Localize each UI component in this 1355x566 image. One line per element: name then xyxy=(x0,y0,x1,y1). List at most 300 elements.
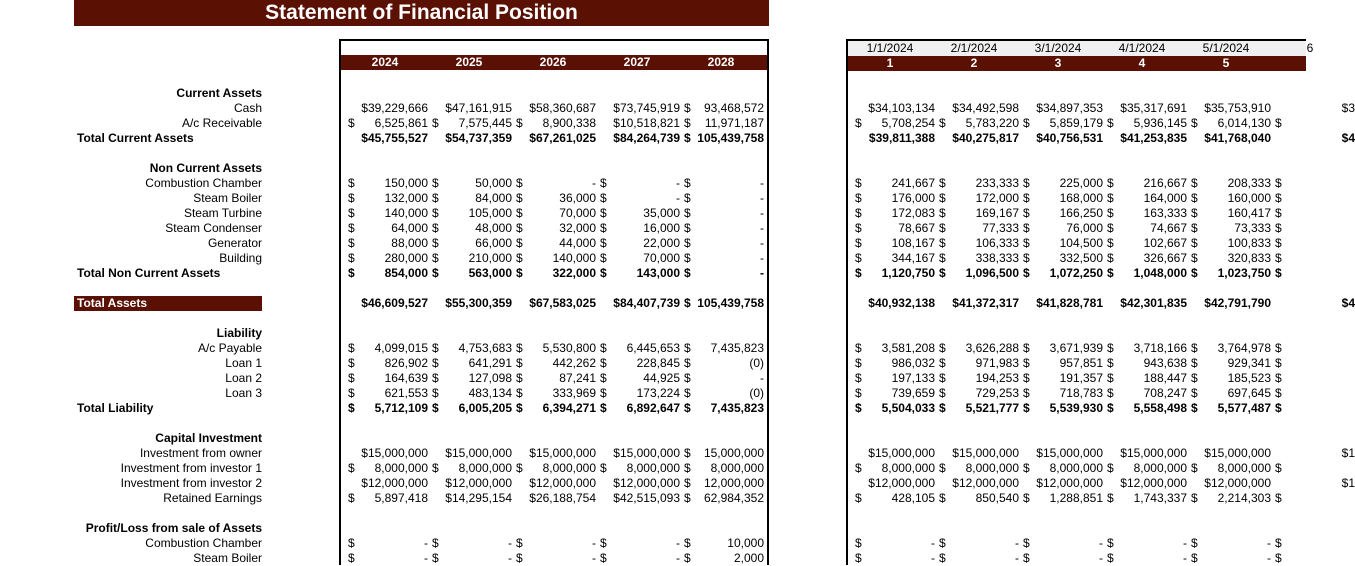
table-row-pl_boiler xyxy=(848,551,1306,566)
cell-ar-3 xyxy=(1023,116,1103,131)
cell-steam_condenser-2 xyxy=(432,221,512,236)
cell-value: - xyxy=(1183,536,1187,550)
currency-symbol: $ xyxy=(432,251,439,265)
cell-value: - xyxy=(1015,536,1019,550)
currency-symbol: $ xyxy=(684,221,691,235)
cell-steam_boiler-5 xyxy=(1191,191,1271,206)
cell-value: 7,435,823 xyxy=(710,341,764,355)
cell-value: 164,000 xyxy=(1143,191,1187,205)
currency-symbol: $ xyxy=(348,386,355,400)
cell-total_non_current_assets-2 xyxy=(432,266,512,281)
cell-value: - xyxy=(760,206,764,220)
table-row-combustion_chamber xyxy=(848,176,1306,191)
cell-building-3 xyxy=(1023,251,1103,266)
cell-value: $35,317,691 xyxy=(1120,101,1187,115)
row-label-building: Building xyxy=(219,251,262,265)
row-label-pl_boiler: Steam Boiler xyxy=(193,551,262,565)
currency-symbol: $ xyxy=(1107,266,1114,280)
cell-total_liability-1 xyxy=(348,401,428,416)
cell-total_non_current_assets-1 xyxy=(855,266,935,281)
cell-inv_owner-3 xyxy=(516,446,596,461)
row-label-inv_owner: Investment from owner xyxy=(139,446,262,460)
cell-ar-2 xyxy=(432,116,512,131)
cell-pl_combustion-6 xyxy=(1275,536,1355,551)
cell-steam_condenser-5 xyxy=(1191,221,1271,236)
cell-combustion_chamber-1 xyxy=(855,176,935,191)
cell-ar-2 xyxy=(939,116,1019,131)
cell-value: 929,341 xyxy=(1227,356,1271,370)
currency-symbol: $ xyxy=(1107,206,1114,220)
cell-pl_boiler-5 xyxy=(684,551,764,566)
currency-symbol: $ xyxy=(1275,371,1282,385)
cell-building-5 xyxy=(1191,251,1271,266)
cell-inv_owner-1 xyxy=(855,446,935,461)
cell-value: 8,000,000 xyxy=(1217,461,1271,475)
cell-total_non_current_assets-5 xyxy=(684,266,764,281)
cell-inv_investor1-6 xyxy=(1275,461,1355,476)
currency-symbol: $ xyxy=(684,101,691,115)
currency-symbol: $ xyxy=(1107,536,1114,550)
cell-retained_earnings-2 xyxy=(432,491,512,506)
cell-loan2-3 xyxy=(516,371,596,386)
cell-inv_investor2-1 xyxy=(855,476,935,491)
cell-value: 4,099,015 xyxy=(374,341,428,355)
cell-inv_investor1-3 xyxy=(1023,461,1103,476)
cell-steam_boiler-1 xyxy=(855,191,935,206)
currency-symbol: $ xyxy=(432,551,439,565)
cell-value: 1,048,000 xyxy=(1133,266,1187,280)
currency-symbol: $ xyxy=(516,206,523,220)
cell-loan3-5 xyxy=(684,386,764,401)
cell-loan1-1 xyxy=(855,356,935,371)
cell-total_liability-5 xyxy=(1191,401,1271,416)
table-row-ar xyxy=(341,116,767,131)
cell-building-3 xyxy=(516,251,596,266)
cell-value: 172,083 xyxy=(891,206,935,220)
table-row-inv_investor1 xyxy=(341,461,767,476)
cell-value: 132,000 xyxy=(384,191,428,205)
month-date-3: 3/1/2024 xyxy=(1034,41,1082,55)
cell-value: 1,288,851 xyxy=(1049,491,1103,505)
cell-inv_investor1-2 xyxy=(432,461,512,476)
cell-generator-3 xyxy=(516,236,596,251)
table-row-total_non_current_assets xyxy=(848,266,1306,281)
currency-symbol: $ xyxy=(1191,371,1198,385)
cell-building-4 xyxy=(1107,251,1187,266)
currency-symbol: $ xyxy=(1275,236,1282,250)
cell-value: $55,300,359 xyxy=(445,296,512,310)
cell-value: 1,096,500 xyxy=(965,266,1019,280)
cell-inv_investor2-4 xyxy=(1107,476,1187,491)
cell-value: 8,000,000 xyxy=(626,461,680,475)
cell-value: 163,333 xyxy=(1143,206,1187,220)
year-header-2028: 2028 xyxy=(707,55,735,69)
currency-symbol: $ xyxy=(1023,356,1030,370)
currency-symbol: $ xyxy=(1275,461,1282,475)
cell-value: - xyxy=(1267,551,1271,565)
currency-symbol: $ xyxy=(855,251,862,265)
currency-symbol: $ xyxy=(684,116,691,130)
currency-symbol: $ xyxy=(348,551,355,565)
currency-symbol: $ xyxy=(600,236,607,250)
cell-building-4 xyxy=(600,251,680,266)
currency-symbol: $ xyxy=(432,221,439,235)
currency-symbol: $ xyxy=(684,176,691,190)
cell-value: - xyxy=(760,191,764,205)
cell-value: 173,224 xyxy=(636,386,680,400)
cell-value: 105,439,758 xyxy=(697,131,764,145)
cell-value: 10,000 xyxy=(727,536,764,550)
currency-symbol: $ xyxy=(855,536,862,550)
cell-value: 108,167 xyxy=(891,236,935,250)
cell-steam_turbine-3 xyxy=(1023,206,1103,221)
cell-inv_investor2-2 xyxy=(432,476,512,491)
currency-symbol: $ xyxy=(600,206,607,220)
cell-combustion_chamber-1 xyxy=(348,176,428,191)
cell-value: $42,791,790 xyxy=(1204,296,1271,310)
cell-inv_owner-5 xyxy=(684,446,764,461)
currency-symbol: $ xyxy=(684,206,691,220)
cell-total_current_assets-1 xyxy=(855,131,935,146)
cell-retained_earnings-3 xyxy=(1023,491,1103,506)
cell-value: 76,000 xyxy=(1066,221,1103,235)
cell-value: 3,626,288 xyxy=(965,341,1019,355)
currency-symbol: $ xyxy=(855,401,862,415)
currency-symbol: $ xyxy=(1275,251,1282,265)
currency-symbol: $ xyxy=(348,206,355,220)
cell-ap-2 xyxy=(432,341,512,356)
table-row-pl_boiler xyxy=(341,551,767,566)
currency-symbol: $ xyxy=(1191,536,1198,550)
table-row-retained_earnings xyxy=(848,491,1306,506)
cell-value: $26,188,754 xyxy=(529,491,596,505)
cell-pl_boiler-2 xyxy=(432,551,512,566)
cell-steam_boiler-6 xyxy=(1275,191,1355,206)
cell-value: 100,833 xyxy=(1227,236,1271,250)
currency-symbol: $ xyxy=(1191,356,1198,370)
cell-value: 483,134 xyxy=(468,386,512,400)
currency-symbol: $ xyxy=(1107,461,1114,475)
cell-value: 641,291 xyxy=(468,356,512,370)
currency-symbol: $ xyxy=(1107,401,1114,415)
table-row-total_liability xyxy=(848,401,1306,416)
currency-symbol: $ xyxy=(1191,491,1198,505)
cell-value: 442,262 xyxy=(552,356,596,370)
cell-value: 8,000,000 xyxy=(1049,461,1103,475)
cell-value: 93,468,572 xyxy=(703,101,764,115)
cell-value: - xyxy=(424,536,428,550)
cell-inv_investor1-5 xyxy=(1191,461,1271,476)
row-label-steam_turbine: Steam Turbine xyxy=(183,206,262,220)
table-row-retained_earnings xyxy=(341,491,767,506)
cell-total_current_assets-3 xyxy=(1023,131,1103,146)
cell-value: 74,667 xyxy=(1150,221,1187,235)
cell-value: 150,000 xyxy=(384,176,428,190)
currency-symbol: $ xyxy=(600,461,607,475)
currency-symbol: $ xyxy=(432,536,439,550)
cell-value: 826,902 xyxy=(384,356,428,370)
cell-retained_earnings-5 xyxy=(684,491,764,506)
currency-symbol: $ xyxy=(516,341,523,355)
currency-symbol: $ xyxy=(684,446,691,460)
cell-value: 3,671,939 xyxy=(1049,341,1103,355)
cell-value: 140,000 xyxy=(384,206,428,220)
cell-value: 5,504,033 xyxy=(881,401,935,415)
cell-inv_investor2-5 xyxy=(684,476,764,491)
cell-value: 78,667 xyxy=(898,221,935,235)
currency-symbol: $ xyxy=(348,251,355,265)
cell-building-1 xyxy=(855,251,935,266)
currency-symbol: $ xyxy=(1107,386,1114,400)
cell-value: 22,000 xyxy=(643,236,680,250)
cell-value: $46,609,527 xyxy=(361,296,428,310)
month-date-4: 4/1/2024 xyxy=(1118,41,1166,55)
cell-inv_owner-4 xyxy=(1107,446,1187,461)
currency-symbol: $ xyxy=(1107,341,1114,355)
cell-value: 5,577,487 xyxy=(1217,401,1271,415)
cell-pl_boiler-2 xyxy=(939,551,1019,566)
table-row-inv_owner xyxy=(848,446,1355,461)
cell-loan2-2 xyxy=(939,371,1019,386)
currency-symbol: $ xyxy=(348,176,355,190)
table-row-steam_turbine xyxy=(341,206,767,221)
cell-combustion_chamber-5 xyxy=(684,176,764,191)
cell-value: 188,447 xyxy=(1143,371,1187,385)
cell-total_current_assets-5 xyxy=(1191,131,1271,146)
cell-cash-4 xyxy=(1107,101,1187,116)
table-row-total_current_assets xyxy=(341,131,767,146)
cell-value: 44,925 xyxy=(643,371,680,385)
cell-steam_turbine-1 xyxy=(855,206,935,221)
cell-value: 70,000 xyxy=(643,251,680,265)
table-row-inv_investor2 xyxy=(341,476,767,491)
cell-steam_condenser-6 xyxy=(1275,221,1355,236)
currency-symbol: $ xyxy=(939,536,946,550)
cell-value: 106,333 xyxy=(975,236,1019,250)
cell-value: - xyxy=(931,551,935,565)
currency-symbol: $ xyxy=(516,401,523,415)
cell-inv_investor2-5 xyxy=(1191,476,1271,491)
cell-value: $12,000,000 xyxy=(868,476,935,490)
cell-value: 6,892,647 xyxy=(626,401,680,415)
cell-loan3-2 xyxy=(939,386,1019,401)
cell-total_current_assets-2 xyxy=(432,131,512,146)
cell-value: 854,000 xyxy=(384,266,428,280)
currency-symbol: $ xyxy=(600,371,607,385)
currency-symbol: $ xyxy=(600,191,607,205)
cell-value: 5,712,109 xyxy=(374,401,428,415)
row-label-liability: Liability xyxy=(216,326,262,340)
currency-symbol: $ xyxy=(432,236,439,250)
cell-pl_combustion-2 xyxy=(432,536,512,551)
cell-total_non_current_assets-3 xyxy=(516,266,596,281)
cell-total_assets-5 xyxy=(1191,296,1271,311)
currency-symbol: $ xyxy=(1023,251,1030,265)
currency-symbol: $ xyxy=(939,386,946,400)
cell-pl_boiler-3 xyxy=(1023,551,1103,566)
cell-value: 169,167 xyxy=(975,206,1019,220)
cell-loan2-2 xyxy=(432,371,512,386)
cell-value: - xyxy=(1099,536,1103,550)
cell-total_liability-3 xyxy=(516,401,596,416)
cell-inv_investor1-3 xyxy=(516,461,596,476)
cell-generator-6 xyxy=(1275,236,1355,251)
table-row-loan1 xyxy=(341,356,767,371)
cell-inv_owner-3 xyxy=(1023,446,1103,461)
cell-ar-1 xyxy=(855,116,935,131)
table-row-inv_owner xyxy=(341,446,767,461)
cell-inv_owner-6 xyxy=(1275,446,1355,461)
cell-value: - xyxy=(424,551,428,565)
currency-symbol: $ xyxy=(1023,536,1030,550)
cell-cash-3 xyxy=(1023,101,1103,116)
currency-symbol: $ xyxy=(684,491,691,505)
currency-symbol: $ xyxy=(855,191,862,205)
currency-symbol: $ xyxy=(1023,116,1030,130)
cell-building-6 xyxy=(1275,251,1355,266)
row-label-capital_investment: Capital Investment xyxy=(155,431,262,445)
cell-combustion_chamber-2 xyxy=(432,176,512,191)
currency-symbol: $ xyxy=(1275,341,1282,355)
cell-value: $12,000,000 xyxy=(1204,476,1271,490)
table-row-total_liability xyxy=(341,401,767,416)
row-label-non_current_assets: Non Current Assets xyxy=(149,161,262,175)
cell-inv_investor1-5 xyxy=(684,461,764,476)
currency-symbol: $ xyxy=(684,371,691,385)
currency-symbol: $ xyxy=(939,356,946,370)
cell-value: 4,753,683 xyxy=(458,341,512,355)
cell-value: 140,000 xyxy=(552,251,596,265)
cell-value: 2,214,303 xyxy=(1217,491,1271,505)
table-row-loan3 xyxy=(848,386,1306,401)
currency-symbol: $ xyxy=(684,251,691,265)
annual-table xyxy=(339,39,769,565)
currency-symbol: $ xyxy=(516,266,523,280)
cell-ar-6 xyxy=(1275,116,1355,131)
cell-value: 5,521,777 xyxy=(965,401,1019,415)
currency-symbol: $ xyxy=(1107,551,1114,565)
currency-symbol: $ xyxy=(516,251,523,265)
cell-steam_condenser-4 xyxy=(1107,221,1187,236)
cell-inv_investor2-4 xyxy=(600,476,680,491)
cell-value: - xyxy=(676,551,680,565)
cell-value: 5,783,220 xyxy=(965,116,1019,130)
cell-value: $42,515,093 xyxy=(613,491,680,505)
currency-symbol: $ xyxy=(1275,491,1282,505)
currency-symbol: $ xyxy=(939,341,946,355)
cell-value: 7,575,445 xyxy=(458,116,512,130)
cell-value: $12,000,000 xyxy=(952,476,1019,490)
cell-value: 708,247 xyxy=(1143,386,1187,400)
currency-symbol: $ xyxy=(1107,221,1114,235)
cell-total_non_current_assets-3 xyxy=(1023,266,1103,281)
currency-symbol: $ xyxy=(348,461,355,475)
cell-total_non_current_assets-5 xyxy=(1191,266,1271,281)
cell-value: $15,000,000 xyxy=(1120,446,1187,460)
currency-symbol: $ xyxy=(1191,551,1198,565)
cell-value: 160,417 xyxy=(1227,206,1271,220)
cell-steam_condenser-5 xyxy=(684,221,764,236)
table-row-loan1 xyxy=(848,356,1306,371)
currency-symbol: $ xyxy=(855,461,862,475)
cell-steam_turbine-2 xyxy=(432,206,512,221)
cell-building-5 xyxy=(684,251,764,266)
cell-total_non_current_assets-2 xyxy=(939,266,1019,281)
cell-value: 332,500 xyxy=(1059,251,1103,265)
cell-total_assets-2 xyxy=(432,296,512,311)
cell-inv_investor2-3 xyxy=(516,476,596,491)
cell-value: $1 xyxy=(1341,446,1355,460)
cell-steam_boiler-3 xyxy=(1023,191,1103,206)
cell-value: 428,105 xyxy=(891,491,935,505)
cell-value: 5,558,498 xyxy=(1133,401,1187,415)
currency-symbol: $ xyxy=(1275,206,1282,220)
cell-loan3-6 xyxy=(1275,386,1355,401)
currency-symbol: $ xyxy=(600,551,607,565)
cell-value: $10,518,821 xyxy=(613,116,680,130)
currency-symbol: $ xyxy=(684,461,691,475)
cell-value: $15,000,000 xyxy=(361,446,428,460)
currency-symbol: $ xyxy=(348,191,355,205)
cell-value: $35,753,910 xyxy=(1204,101,1271,115)
cell-generator-5 xyxy=(1191,236,1271,251)
cell-value: 8,000,000 xyxy=(881,461,935,475)
currency-symbol: $ xyxy=(684,476,691,490)
currency-symbol: $ xyxy=(432,266,439,280)
cell-value: 5,936,145 xyxy=(1133,116,1187,130)
row-label-total_non_current_assets: Total Non Current Assets xyxy=(77,266,221,280)
page-title: Statement of Financial Position xyxy=(74,0,769,26)
cell-loan1-6 xyxy=(1275,356,1355,371)
table-row-pl_combustion xyxy=(848,536,1306,551)
cell-value: 1,023,750 xyxy=(1217,266,1271,280)
currency-symbol: $ xyxy=(1023,206,1030,220)
currency-symbol: $ xyxy=(1023,266,1030,280)
cell-retained_earnings-5 xyxy=(1191,491,1271,506)
row-label-pl_sale_assets: Profit/Loss from sale of Assets xyxy=(85,521,262,535)
cell-pl_boiler-4 xyxy=(600,551,680,566)
currency-symbol: $ xyxy=(348,536,355,550)
cell-steam_boiler-2 xyxy=(939,191,1019,206)
cell-value: $41,768,040 xyxy=(1204,131,1271,145)
currency-symbol: $ xyxy=(600,536,607,550)
currency-symbol: $ xyxy=(855,491,862,505)
table-row-loan3 xyxy=(341,386,767,401)
currency-symbol: $ xyxy=(855,356,862,370)
cell-total_assets-3 xyxy=(516,296,596,311)
cell-value: $45,755,527 xyxy=(361,131,428,145)
cell-value: $39,811,388 xyxy=(868,131,935,145)
cell-value: 228,845 xyxy=(636,356,680,370)
currency-symbol: $ xyxy=(939,266,946,280)
currency-symbol: $ xyxy=(1107,356,1114,370)
table-row-total_non_current_assets xyxy=(341,266,767,281)
cell-cash-2 xyxy=(939,101,1019,116)
cell-value: 176,000 xyxy=(891,191,935,205)
cell-value: $15,000,000 xyxy=(952,446,1019,460)
currency-symbol: $ xyxy=(1275,221,1282,235)
currency-symbol: $ xyxy=(1275,386,1282,400)
cell-value: 8,900,338 xyxy=(542,116,596,130)
cell-value: 621,553 xyxy=(384,386,428,400)
cell-building-1 xyxy=(348,251,428,266)
cell-combustion_chamber-6 xyxy=(1275,176,1355,191)
row-label-ar: A/c Receivable xyxy=(181,116,262,130)
cell-pl_boiler-1 xyxy=(855,551,935,566)
cell-value: - xyxy=(592,176,596,190)
currency-symbol: $ xyxy=(600,401,607,415)
cell-pl_combustion-4 xyxy=(1107,536,1187,551)
